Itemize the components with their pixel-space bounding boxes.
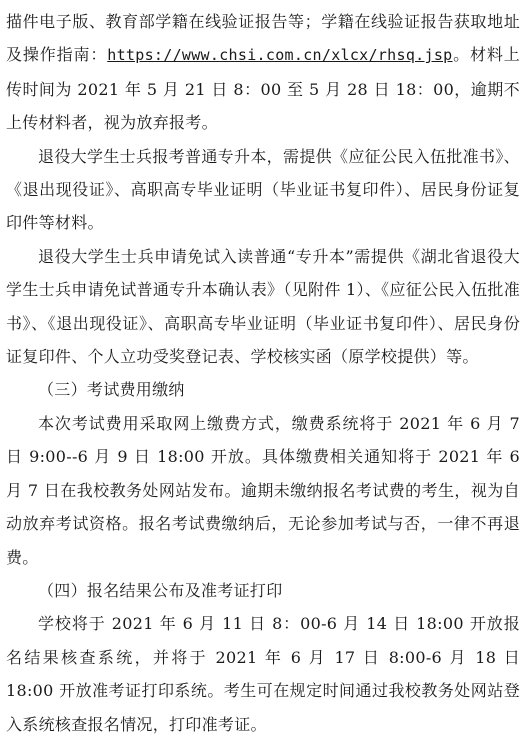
paragraph-exam-fee: 本次考试费用采取网上缴费方式，缴费系统将于 2021 年 6 月 7 日 9:00--6 月 9 日 18:00 开放。具体缴费相关通知将于 2021 年 6 月 7 日在我校教务处网站发布。逾期未缴纳报名考试费的考生，视为自动放弃考试资格。报名考试费缴纳后，无论参加考试与否，一律不再退费。 [6,413,520,567]
section-heading-exam-fee: （三）考试费用缴纳 [38,380,185,400]
paragraph-results-admission: 学校将于 2021 年 6 月 11 日 8：00-6 月 14 日 18:00 开放报名结果核查系统，并将于 2021 年 6 月 17 日 8:00-6 月 18 日 18:00 开放准考证打印系统。考生可在规定时间通过我校教务处网站登入系统核查报名情况，打印准考证。 [6,614,520,734]
paragraph-veteran-exam: 退役大学生士兵报考普通专升本，需提供《应征公民入伍批准书》、《退出现役证》、高职高专毕业证明（毕业证书复印件）、居民身份证复印件等材料。 [6,146,520,233]
chsi-verification-link[interactable]: https://www.chsi.com.cn/xlcx/rhsq.jsp [107,46,453,65]
section-heading-results-admission: （四）报名结果公布及准考证打印 [38,580,283,600]
paragraph-text: 。材料上传时间为 2021 年 5 月 21 日 8：00 至 5 月 28 日 18：00，逾期不上传材料者，视为放弃报考。 [6,45,520,133]
paragraph-veteran-exemption: 退役大学生士兵申请免试入读普通“专升本”需提供《湖北省退役大学生士兵申请免试普通专升本确认表》（见附件 1）、《应征公民入伍批准书》、《退出现役证》、高职高专毕业证明（毕业证书复印件）、居民身份证复印件、个人立功受奖登记表、学校核实函（原学校提供）等。 [6,246,520,367]
paragraph-text: 描件电子版、教育部学籍在线验证报告等；学籍在线验证报告获取地址及操作指南： [6,12,520,65]
paragraph-materials-upload [6,5,520,140]
